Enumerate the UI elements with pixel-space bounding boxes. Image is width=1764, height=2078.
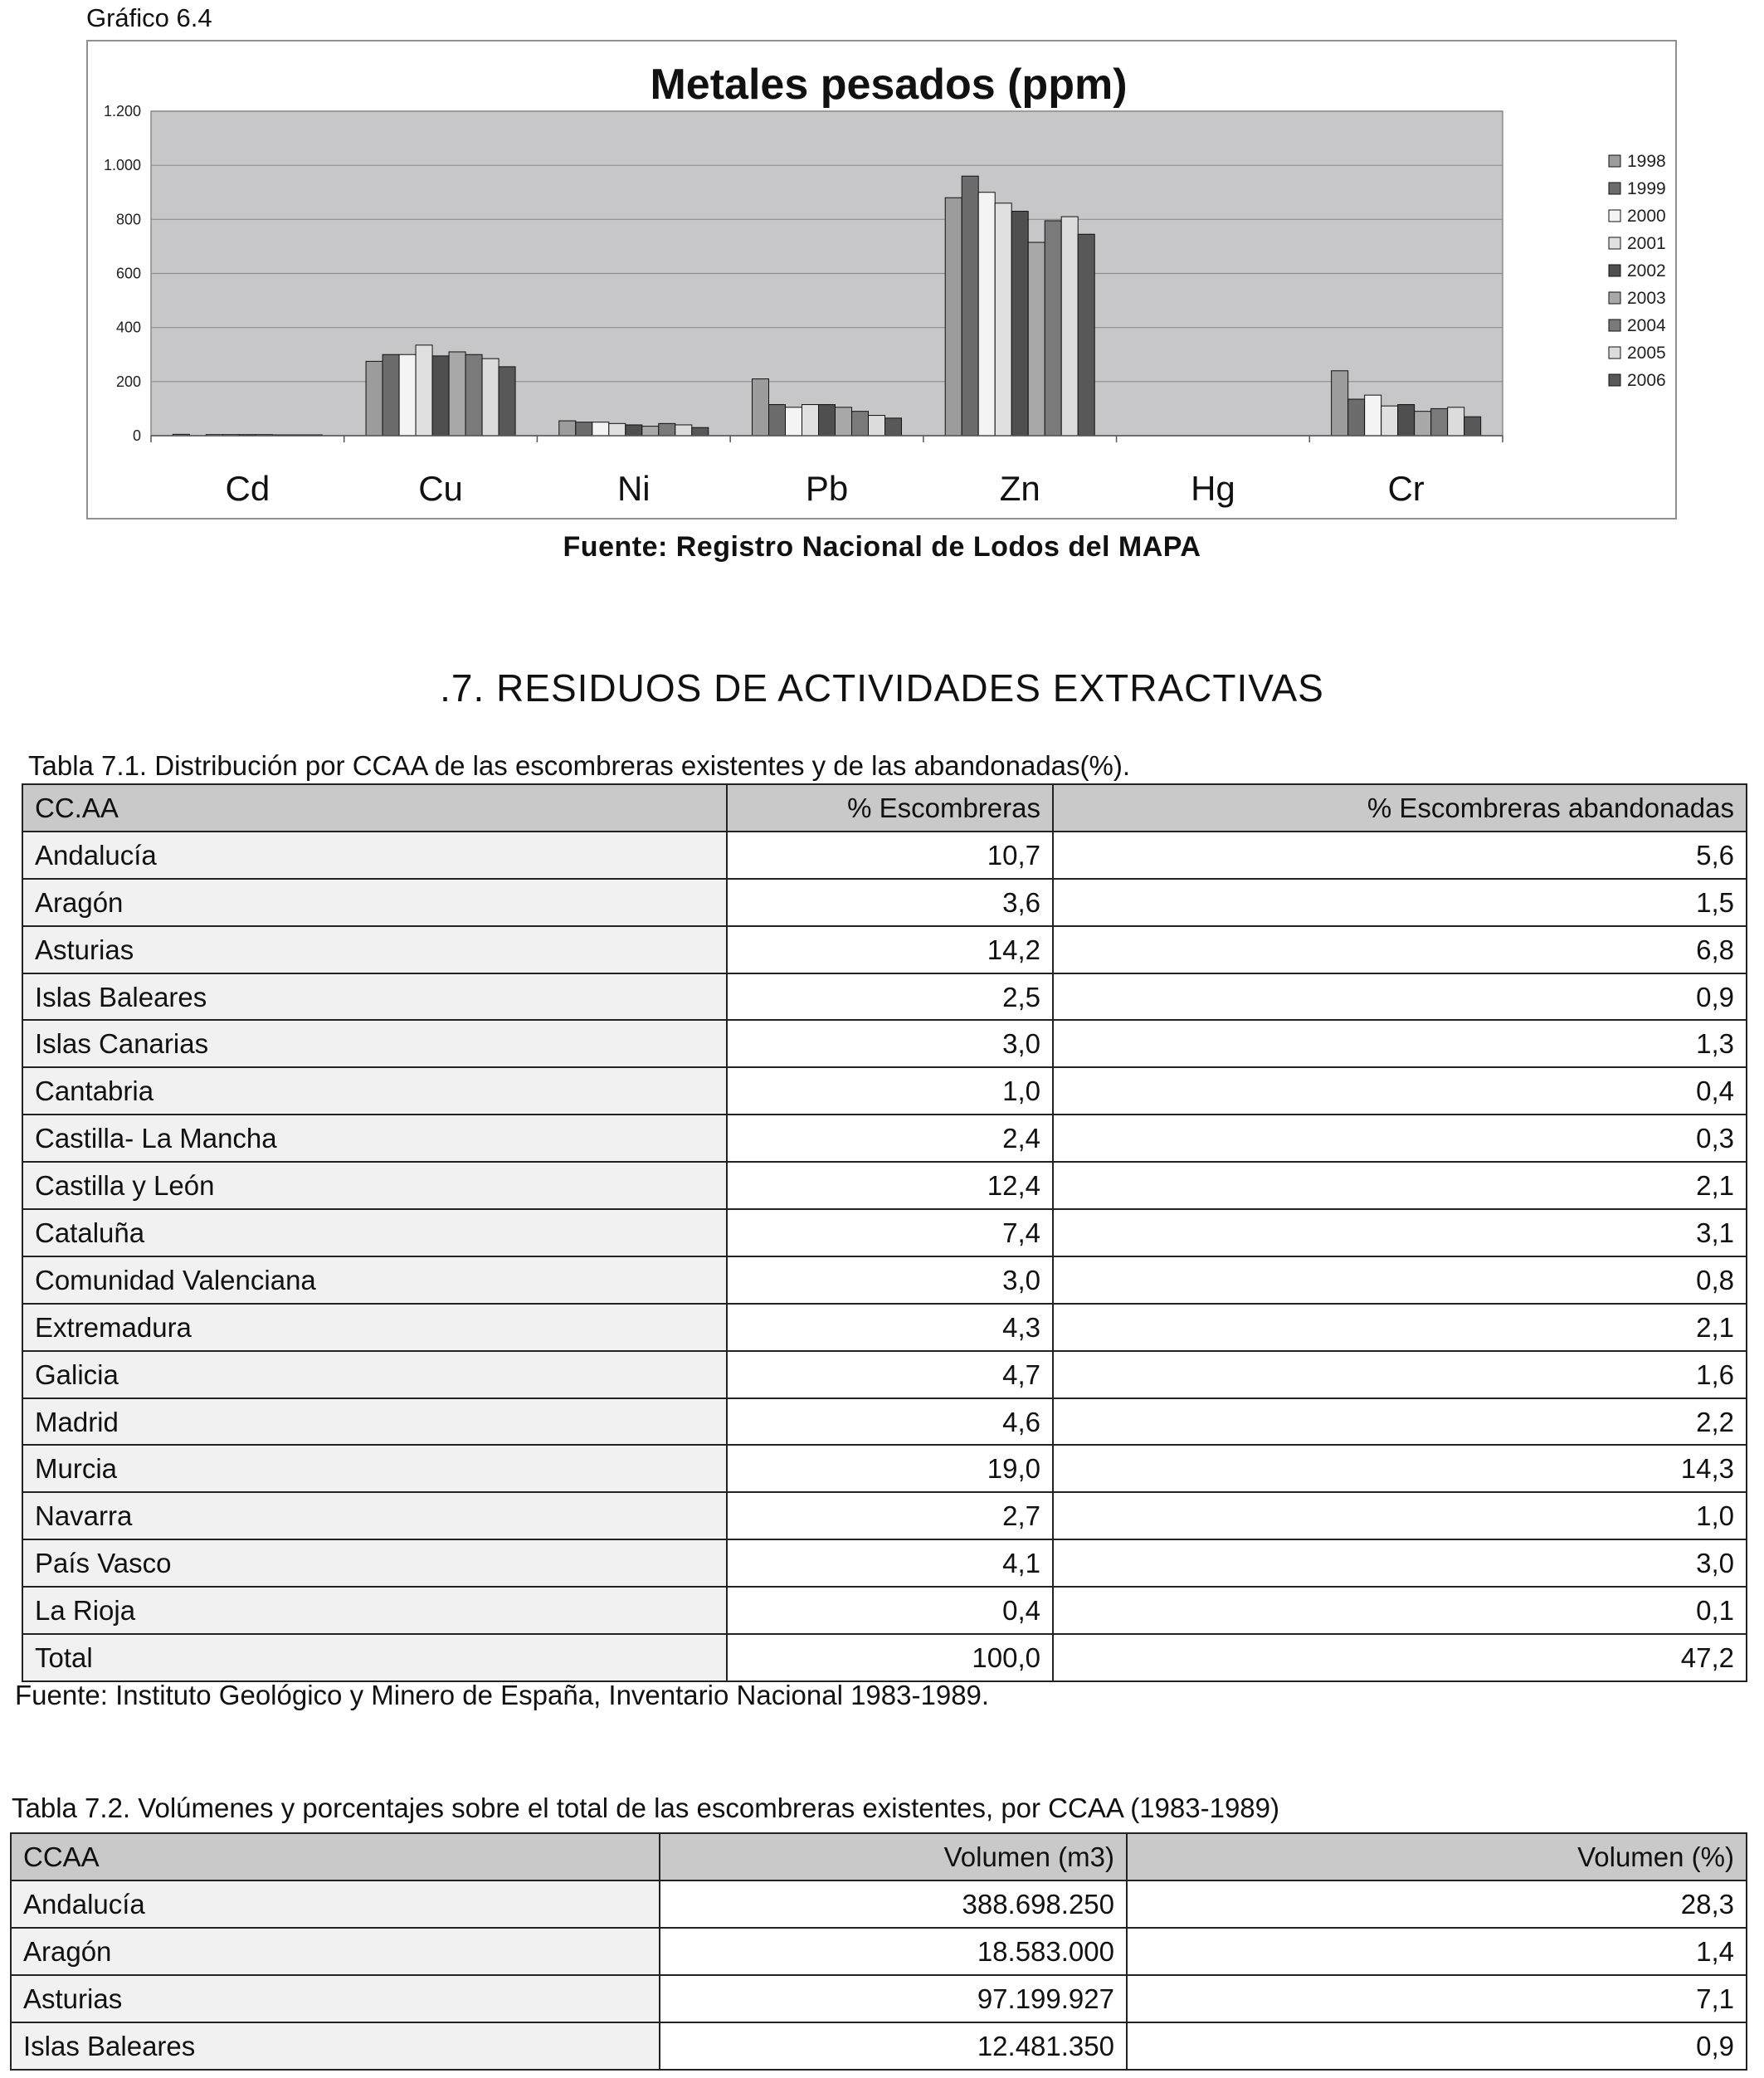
value-cell: 1,0 bbox=[1053, 1492, 1747, 1539]
bar-Zn-2004 bbox=[1045, 221, 1061, 436]
table-header-row bbox=[11, 1833, 1747, 1880]
row-label-cell: Andalucía bbox=[11, 1880, 660, 1928]
value-cell: 7,4 bbox=[727, 1209, 1053, 1256]
row-label-cell: La Rioja bbox=[22, 1587, 727, 1634]
bar-Ni-2003 bbox=[642, 427, 659, 436]
table-1 bbox=[22, 783, 1747, 1682]
table-2 bbox=[10, 1832, 1747, 2071]
row-label-cell: Asturias bbox=[11, 1975, 660, 2022]
bar-Cr-1998 bbox=[1332, 371, 1348, 436]
row-label-cell: Madrid bbox=[22, 1398, 727, 1446]
legend bbox=[1609, 152, 1666, 390]
row-label-cell: Andalucía bbox=[22, 832, 727, 879]
value-cell: 97.199.927 bbox=[660, 1975, 1127, 2022]
bar-Cr-2001 bbox=[1381, 406, 1398, 436]
legend-swatch bbox=[1609, 265, 1620, 276]
legend-swatch bbox=[1609, 210, 1620, 222]
table-row bbox=[22, 1351, 1747, 1398]
value-cell: 0,9 bbox=[1053, 973, 1747, 1021]
row-label-cell: Islas Canarias bbox=[22, 1020, 727, 1067]
value-cell: 3,6 bbox=[727, 879, 1053, 926]
column-header-ccaa: CCAA bbox=[11, 1833, 660, 1880]
table-row bbox=[22, 1492, 1747, 1539]
bar-Cu-2005 bbox=[482, 359, 499, 436]
legend-label: 1999 bbox=[1627, 179, 1666, 198]
row-label-cell: Total bbox=[22, 1634, 727, 1681]
bar-Zn-1999 bbox=[962, 176, 978, 436]
column-header-volumen-m3: Volumen (m3) bbox=[660, 1833, 1127, 1880]
bar-Cr-2006 bbox=[1464, 417, 1481, 436]
bar-Cu-1999 bbox=[383, 354, 399, 436]
legend-label: 2002 bbox=[1627, 261, 1666, 280]
legend-swatch bbox=[1609, 237, 1620, 249]
row-label-cell: Extremadura bbox=[22, 1304, 727, 1351]
value-cell: 388.698.250 bbox=[660, 1880, 1127, 1928]
table-row bbox=[22, 1634, 1747, 1681]
x-tick-label: Hg bbox=[1191, 469, 1235, 508]
bar-Zn-2006 bbox=[1078, 234, 1094, 436]
table-row bbox=[22, 832, 1747, 879]
bar-Ni-1999 bbox=[576, 422, 592, 436]
bar-Zn-2003 bbox=[1028, 242, 1045, 436]
bar-Cr-2000 bbox=[1365, 395, 1381, 436]
section-title: .7. RESIDUOS DE ACTIVIDADES EXTRACTIVAS bbox=[440, 666, 1324, 710]
table-1-source: Fuente: Instituto Geológico y Minero de España, Inventario Nacional 1983-1989. bbox=[15, 1680, 990, 1710]
table-row bbox=[22, 1304, 1747, 1351]
legend-swatch bbox=[1609, 292, 1620, 304]
table-row bbox=[11, 2022, 1747, 2070]
value-cell: 1,3 bbox=[1053, 1020, 1747, 1067]
x-tick-label: Cu bbox=[418, 469, 463, 508]
table-header-row bbox=[22, 784, 1747, 832]
value-cell: 14,3 bbox=[1053, 1445, 1747, 1492]
row-label-cell: Castilla y León bbox=[22, 1162, 727, 1209]
value-cell: 1,5 bbox=[1053, 879, 1747, 926]
bar-Pb-2005 bbox=[869, 416, 885, 436]
legend-label: 2003 bbox=[1627, 289, 1666, 308]
y-axis-tick-labels bbox=[104, 103, 141, 444]
value-cell: 6,8 bbox=[1053, 926, 1747, 973]
bar-Pb-2006 bbox=[885, 418, 902, 436]
table-row bbox=[22, 1445, 1747, 1492]
bar-Pb-1998 bbox=[753, 379, 769, 436]
legend-swatch bbox=[1609, 155, 1620, 167]
bar-Cu-2000 bbox=[399, 354, 416, 436]
x-tick-label: Zn bbox=[999, 469, 1040, 508]
bar-Cu-2001 bbox=[416, 345, 432, 436]
value-cell: 2,1 bbox=[1053, 1304, 1747, 1351]
value-cell: 1,0 bbox=[727, 1067, 1053, 1115]
bar-Pb-2003 bbox=[836, 407, 852, 436]
table-row bbox=[11, 1975, 1747, 2022]
value-cell: 47,2 bbox=[1053, 1634, 1747, 1681]
row-label-cell: Islas Baleares bbox=[11, 2022, 660, 2070]
row-label-cell: Galicia bbox=[22, 1351, 727, 1398]
bar-Cu-2003 bbox=[449, 352, 465, 436]
x-tick-label: Cr bbox=[1387, 469, 1425, 508]
table-row bbox=[22, 1162, 1747, 1209]
legend-swatch bbox=[1609, 374, 1620, 386]
value-cell: 2,4 bbox=[727, 1115, 1053, 1162]
value-cell: 3,0 bbox=[727, 1256, 1053, 1304]
value-cell: 0,4 bbox=[1053, 1067, 1747, 1115]
row-label-cell: Castilla- La Mancha bbox=[22, 1115, 727, 1162]
bar-Cr-2005 bbox=[1448, 407, 1464, 436]
table-row bbox=[22, 1587, 1747, 1634]
bar-Cu-1998 bbox=[366, 361, 383, 436]
y-tick-label: 400 bbox=[115, 319, 141, 336]
row-label-cell: Comunidad Valenciana bbox=[22, 1256, 727, 1304]
value-cell: 14,2 bbox=[727, 926, 1053, 973]
table-row bbox=[22, 1067, 1747, 1115]
bar-Cr-2002 bbox=[1398, 405, 1415, 436]
row-label-cell: Asturias bbox=[22, 926, 727, 973]
value-cell: 0,3 bbox=[1053, 1115, 1747, 1162]
x-tick-label: Pb bbox=[805, 469, 849, 508]
row-label-cell: Navarra bbox=[22, 1492, 727, 1539]
figure-label: Gráfico 6.4 bbox=[86, 3, 212, 32]
bar-Pb-1999 bbox=[769, 405, 786, 436]
y-tick-label: 1.000 bbox=[103, 157, 141, 174]
bar-Ni-1998 bbox=[559, 421, 576, 436]
bar-Ni-2006 bbox=[692, 427, 709, 436]
bar-Cu-2002 bbox=[432, 356, 449, 436]
value-cell: 0,9 bbox=[1127, 2022, 1747, 2070]
legend-label: 2001 bbox=[1627, 234, 1666, 253]
bar-Cu-2006 bbox=[499, 367, 515, 436]
bar-Zn-2002 bbox=[1011, 212, 1028, 436]
value-cell: 1,4 bbox=[1127, 1928, 1747, 1975]
table-row bbox=[22, 1539, 1747, 1587]
value-cell: 0,1 bbox=[1053, 1587, 1747, 1634]
table-row bbox=[22, 1209, 1747, 1256]
legend-label: 1998 bbox=[1627, 152, 1666, 171]
value-cell: 1,6 bbox=[1053, 1351, 1747, 1398]
value-cell: 3,0 bbox=[727, 1020, 1053, 1067]
value-cell: 5,6 bbox=[1053, 832, 1747, 879]
value-cell: 4,3 bbox=[727, 1304, 1053, 1351]
x-axis bbox=[151, 436, 1503, 442]
table-row bbox=[22, 926, 1747, 973]
legend-swatch bbox=[1609, 347, 1620, 359]
chart-title: Metales pesados (ppm) bbox=[650, 61, 1128, 109]
value-cell: 2,2 bbox=[1053, 1398, 1747, 1446]
row-label-cell: Aragón bbox=[22, 879, 727, 926]
table-row bbox=[22, 1256, 1747, 1304]
row-label-cell: Islas Baleares bbox=[22, 973, 727, 1021]
value-cell: 0,4 bbox=[727, 1587, 1053, 1634]
row-label-cell: País Vasco bbox=[22, 1539, 727, 1587]
y-tick-label: 200 bbox=[115, 373, 141, 390]
value-cell: 4,1 bbox=[727, 1539, 1053, 1587]
chart-source: Fuente: Registro Nacional de Lodos del MAPA bbox=[563, 531, 1201, 563]
table-row bbox=[22, 1115, 1747, 1162]
bar-Pb-2002 bbox=[819, 405, 836, 436]
bar-Cu-2004 bbox=[465, 354, 482, 436]
bar-Zn-2005 bbox=[1061, 217, 1078, 436]
bar-Pb-2004 bbox=[852, 412, 869, 436]
table-2-caption: Tabla 7.2. Volúmenes y porcentajes sobre el total de las escombreras existentes, por CCAA (1983-1989) bbox=[12, 1793, 1280, 1823]
legend-label: 2000 bbox=[1627, 207, 1666, 226]
value-cell: 2,1 bbox=[1053, 1162, 1747, 1209]
value-cell: 10,7 bbox=[727, 832, 1053, 879]
value-cell: 2,7 bbox=[727, 1492, 1053, 1539]
value-cell: 19,0 bbox=[727, 1445, 1053, 1492]
bar-Zn-1998 bbox=[945, 198, 962, 436]
y-tick-label: 0 bbox=[132, 427, 141, 444]
legend-swatch bbox=[1609, 320, 1620, 331]
bar-Ni-2000 bbox=[592, 422, 609, 436]
legend-label: 2004 bbox=[1627, 316, 1666, 335]
chart-svg bbox=[88, 41, 1679, 521]
value-cell: 18.583.000 bbox=[660, 1928, 1127, 1975]
value-cell: 100,0 bbox=[727, 1634, 1053, 1681]
y-tick-label: 600 bbox=[115, 265, 141, 282]
value-cell: 12.481.350 bbox=[660, 2022, 1127, 2070]
value-cell: 12,4 bbox=[727, 1162, 1053, 1209]
legend-label: 2005 bbox=[1627, 344, 1666, 363]
row-label-cell: Cantabria bbox=[22, 1067, 727, 1115]
column-header-escombreras: % Escombreras bbox=[727, 784, 1053, 832]
bar-Cr-2003 bbox=[1415, 412, 1431, 436]
y-tick-label: 800 bbox=[115, 211, 141, 228]
value-cell: 3,0 bbox=[1053, 1539, 1747, 1587]
bar-Ni-2004 bbox=[659, 423, 675, 436]
value-cell: 3,1 bbox=[1053, 1209, 1747, 1256]
bar-Cr-2004 bbox=[1431, 408, 1448, 436]
x-axis-tick-labels bbox=[226, 469, 1425, 508]
value-cell: 7,1 bbox=[1127, 1975, 1747, 2022]
bar-Zn-2001 bbox=[995, 203, 1011, 436]
legend-label: 2006 bbox=[1627, 371, 1666, 390]
value-cell: 28,3 bbox=[1127, 1880, 1747, 1928]
row-label-cell: Aragón bbox=[11, 1928, 660, 1975]
table-row bbox=[22, 973, 1747, 1021]
bar-Pb-2000 bbox=[786, 407, 802, 436]
column-header-ccaa: CC.AA bbox=[22, 784, 727, 832]
row-label-cell: Murcia bbox=[22, 1445, 727, 1492]
column-header-volumen-pct: Volumen (%) bbox=[1127, 1833, 1747, 1880]
row-label-cell: Cataluña bbox=[22, 1209, 727, 1256]
table-row bbox=[11, 1928, 1747, 1975]
y-tick-label: 1.200 bbox=[103, 103, 141, 120]
value-cell: 4,6 bbox=[727, 1398, 1053, 1446]
table-row bbox=[22, 1398, 1747, 1446]
bar-Pb-2001 bbox=[802, 405, 819, 436]
bar-Zn-2000 bbox=[978, 193, 995, 436]
table-row bbox=[11, 1880, 1747, 1928]
bar-Ni-2005 bbox=[675, 425, 692, 436]
x-tick-label: Ni bbox=[616, 469, 651, 508]
value-cell: 2,5 bbox=[727, 973, 1053, 1021]
bar-chart bbox=[86, 40, 1677, 520]
bar-Ni-2001 bbox=[609, 423, 626, 436]
value-cell: 4,7 bbox=[727, 1351, 1053, 1398]
legend-swatch bbox=[1609, 183, 1620, 194]
bar-Cr-1999 bbox=[1348, 399, 1365, 436]
table-row bbox=[22, 1020, 1747, 1067]
x-tick-label: Cd bbox=[225, 469, 270, 508]
bar-Ni-2002 bbox=[626, 425, 642, 436]
column-header-abandonadas: % Escombreras abandonadas bbox=[1053, 784, 1747, 832]
table-1-caption: Tabla 7.1. Distribución por CCAA de las escombreras existentes y de las abandonadas(%). bbox=[28, 750, 1131, 781]
table-row bbox=[22, 879, 1747, 926]
value-cell: 0,8 bbox=[1053, 1256, 1747, 1304]
